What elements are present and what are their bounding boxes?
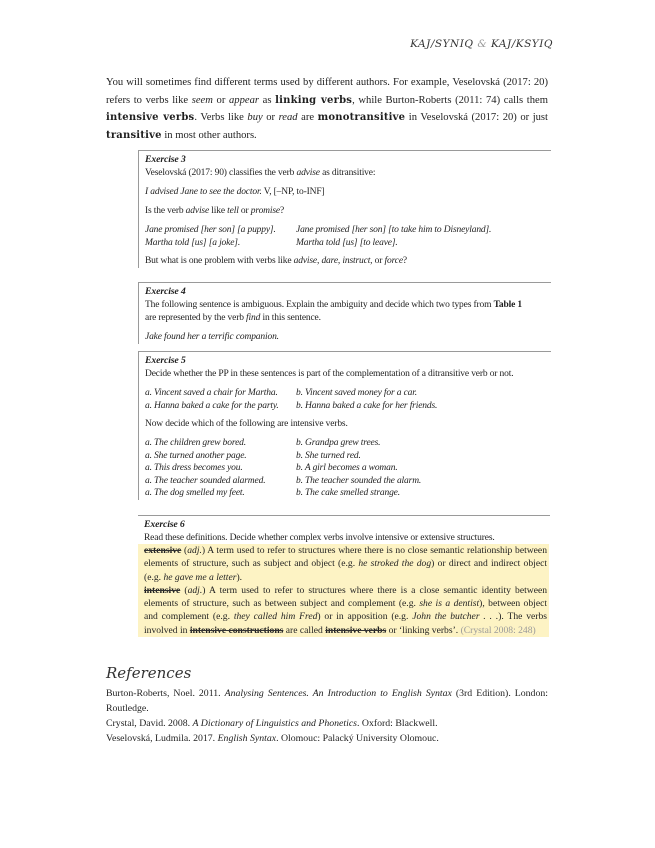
text-italic: advise (185, 206, 210, 216)
example-sentence: b. Vincent saved money for a car. (296, 388, 417, 398)
references-list (106, 686, 548, 746)
example: John the butcher . . . (412, 611, 499, 623)
reference-title: A Dictionary of Linguistics and Phonetics (192, 718, 357, 729)
intro-text: in Veselovská (2017: 20) or just (405, 112, 548, 123)
definition-term: intensive constructions (189, 624, 284, 636)
text: V, [–NP, to-INF] (261, 187, 325, 197)
intro-text: , while Burton-Roberts (2011: 74) calls them (352, 94, 548, 106)
reference-item (106, 686, 548, 716)
text: ? (402, 256, 407, 266)
intro-term: transitive (106, 129, 162, 141)
text: or (238, 206, 251, 216)
text: ), between object and complement (e.g. (144, 598, 547, 623)
exercise-line (145, 299, 551, 312)
running-head (410, 38, 553, 50)
example-sentence: b. The teacher sounded the alarm. (296, 475, 422, 486)
example-sentence: a. The children grew bored. (145, 438, 246, 448)
intro-paragraph (106, 74, 548, 144)
exercise-title: Exercise 6 (144, 519, 185, 530)
text: are represented by the verb (145, 313, 247, 323)
definition-term: intensive (144, 584, 181, 596)
part-of-speech: adj. (187, 545, 202, 556)
example-sentence: b. Hanna baked a cake for her friends. (296, 400, 438, 411)
reference-title: English Syntax (217, 733, 277, 744)
text: (3rd Edition). London: Routledge. (106, 688, 548, 714)
exercise-4 (138, 282, 551, 344)
example-sentence: b. Grandpa grew trees. (296, 438, 381, 448)
text: Crystal, David. 2008. (106, 718, 193, 729)
exercise-title: Exercise 5 (145, 355, 186, 366)
exercise-line (145, 186, 551, 199)
text: ). The verbs involved in (144, 611, 548, 636)
intro-term: linking verbs (275, 94, 353, 106)
example: they called him Fred (233, 611, 318, 623)
example-sentence: a. Vincent saved a chair for Martha. (145, 388, 278, 398)
text: Burton-Roberts, Noel. 2011. (106, 688, 225, 699)
text: The following sentence is ambiguous. Explain the ambiguity and decide which two types from (145, 300, 494, 310)
exercise-line (145, 255, 551, 268)
text-italic: find (246, 313, 261, 323)
intro-text: or (262, 112, 279, 123)
example-sentence: Jane promised [her son] [a puppy]. (145, 225, 276, 235)
example-sentence: a. The dog smelled my feet. (145, 488, 245, 498)
example-sentence: Martha told [us] [to leave]. (296, 237, 398, 248)
text: or (372, 256, 385, 266)
definition-term: intensive verbs (325, 624, 387, 636)
text: as ditransitive: (319, 168, 376, 178)
exercise-line (145, 312, 551, 325)
reference-item (106, 716, 548, 731)
exercise-line (145, 331, 551, 344)
example-columns (145, 224, 551, 249)
definitions-box (138, 544, 549, 637)
definition-term: extensive (144, 545, 182, 556)
text: A term used to refer to structures where there is a close semantic identity between elements of structure, such as between subject and complement (e.g. (144, 584, 548, 610)
exercise-title: Exercise 4 (145, 286, 186, 297)
example-sentence: b. The cake smelled strange. (296, 488, 400, 498)
exercise-6 (138, 515, 550, 545)
intro-text: . Verbs like (194, 112, 248, 123)
exercise-5 (138, 351, 551, 500)
text-italic: tell (227, 206, 239, 216)
text: ). (236, 571, 243, 583)
intro-italic: buy (247, 112, 263, 123)
example-sentence: Martha told [us] [a joke]. (145, 237, 241, 248)
example-columns (145, 387, 551, 412)
reference-title: Analysing Sentences. An Introduction to English Syntax (224, 688, 452, 699)
intro-text: as (259, 94, 276, 106)
citation: (Crystal 2008: 248) (460, 624, 536, 636)
intro-text: You will sometimes find different terms used by different authors. For example, Veselovská (2017: 20) refers to verbs like (106, 77, 548, 106)
intro-text: are (297, 112, 318, 123)
intro-italic: seem (191, 94, 213, 106)
text: . Oxford: Blackwell. (356, 718, 438, 729)
text-italic: advise (296, 168, 320, 178)
exercise-line: Now decide which of the following are intensive verbs. (145, 419, 348, 429)
text-italic: force (384, 256, 403, 266)
example-sentence: Jane promised [her son] [to take him to Disneyland]. (296, 225, 492, 235)
exercise-line (145, 205, 551, 218)
exercise-line (145, 167, 551, 180)
example-sentence: a. The teacher sounded alarmed. (145, 475, 266, 486)
text: ? (280, 206, 285, 216)
part-of-speech: adj. (187, 584, 203, 596)
text: But what is one problem with verbs like (145, 256, 294, 266)
exercise-line: Read these definitions. Decide whether complex verbs involve intensive or extensive structures. (144, 533, 495, 543)
text: like (209, 206, 228, 216)
example-sentence: a. This dress becomes you. (145, 463, 243, 473)
definition-intensive: intensive (adj.) A term used to refer to structures where there is a close semantic identity between elements of structure, such as between subject and complement (e.g. she is a dentist), between object and complement (e.g. they called him Fred) or in apposition (e.g. John the butcher . . .). The verbs involved in intensive constructions are called intensive verbs or ‘linking verbs’. (Crystal 2008: 248) (144, 584, 548, 636)
running-head-right: KAJ/KSYIQ (491, 38, 553, 50)
example-sentence: a. Hanna baked a cake for the party. (145, 400, 279, 411)
example: he gave me a letter (163, 571, 237, 583)
example: she is a dentist (419, 598, 480, 610)
text: . Olomouc: Palacký University Olomouc. (276, 733, 439, 744)
intro-text: or (212, 94, 229, 106)
references-heading: References (106, 664, 192, 682)
exercise-3 (138, 150, 551, 268)
text: Is the verb (145, 206, 186, 216)
definition-extensive: extensive (adj.) A term used to refer to structures where there is no close semantic relationship between elements of structure, such as subject and object (e.g. he stroked the dog) or direct and indirect object (e.g. he gave me a letter). (144, 545, 548, 583)
intro-term: monotransitive (317, 112, 406, 123)
example: he stroked the dog (358, 558, 432, 570)
exercise-line: Decide whether the PP in these sentences is part of the complementation of a ditransitive verb or not. (145, 369, 514, 379)
text-italic: promise (250, 206, 280, 216)
text: Veselovská, Ludmila. 2017. (106, 733, 218, 744)
intro-italic: read (278, 112, 298, 123)
running-head-amp: & (477, 38, 488, 50)
example-sentence: b. She turned red. (296, 450, 361, 461)
intro-italic: appear (229, 94, 260, 106)
text: or ‘linking verbs’. (386, 624, 461, 636)
text-italic: I advised Jane to see the doctor. (145, 187, 262, 197)
intro-term: intensive verbs (106, 112, 195, 123)
text: A term used to refer to structures where there is no close semantic relationship between elements of structure, such as subject and object (e.g. (144, 545, 547, 570)
example-columns (145, 437, 551, 500)
intro-text: in most other authors. (161, 129, 257, 141)
example-sentence: a. She turned another page. (145, 450, 247, 461)
reference-item (106, 731, 548, 746)
running-head-left: KAJ/SYNIQ (410, 38, 474, 50)
example-sentence: b. A girl becomes a woman. (296, 463, 398, 473)
exercise-title: Exercise 3 (145, 154, 186, 165)
text: Veselovská (2017: 90) classifies the verb (145, 168, 297, 178)
text-bold: Table 1 (493, 300, 523, 310)
text: ) or direct and indirect object (e.g. (144, 558, 548, 583)
text: in this sentence. (260, 313, 321, 323)
text-italic: Jake found her a terrific companion. (145, 332, 279, 342)
text: are called (283, 624, 326, 636)
text-italic: advise, dare, instruct, (293, 256, 373, 266)
text: ) or in apposition (e.g. (317, 611, 413, 623)
